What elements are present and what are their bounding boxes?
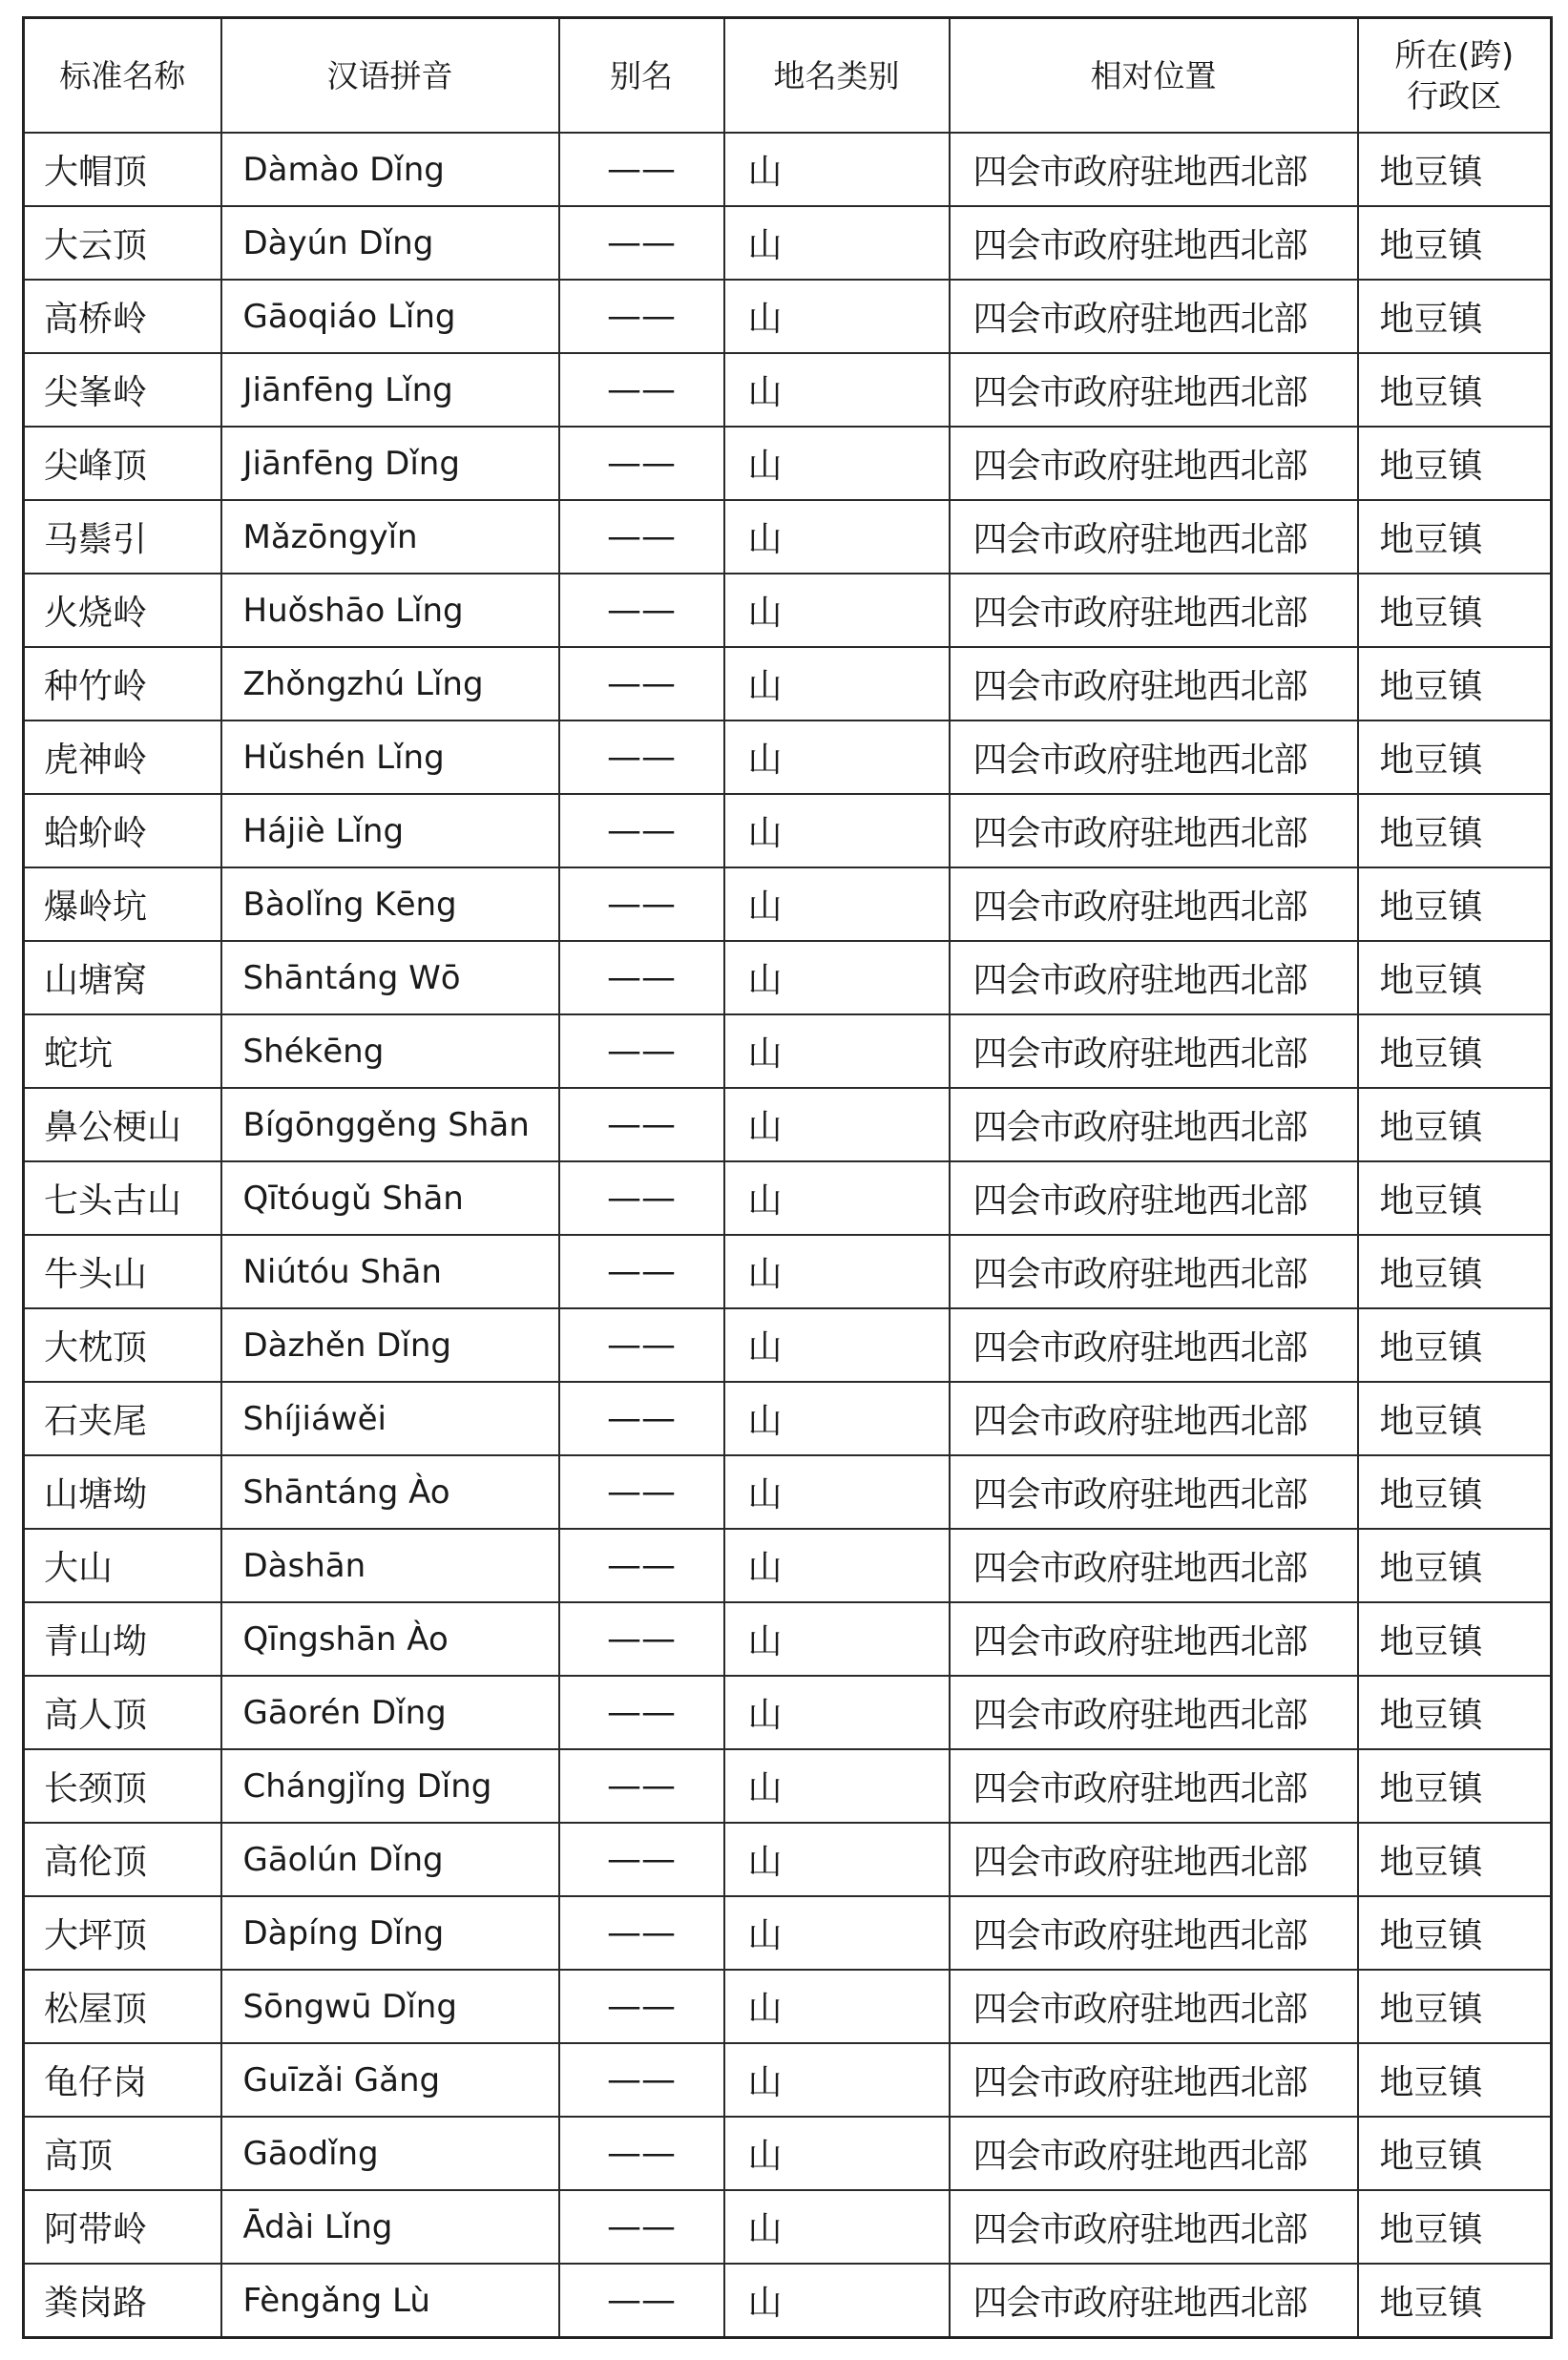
cell-category: 山 bbox=[724, 353, 950, 427]
cell-relative-position: 四会市政府驻地西北部 bbox=[950, 2117, 1358, 2190]
cell-relative-position: 四会市政府驻地西北部 bbox=[950, 206, 1358, 280]
table-row bbox=[24, 1088, 1552, 1161]
cell-standard-name: 火烧岭 bbox=[24, 574, 221, 647]
cell-pinyin: Fèngǎng Lù bbox=[221, 2264, 559, 2338]
cell-category: 山 bbox=[724, 1676, 950, 1749]
cell-relative-position: 四会市政府驻地西北部 bbox=[950, 2043, 1358, 2117]
cell-admin-region: 地豆镇 bbox=[1358, 427, 1552, 500]
cell-admin-region: 地豆镇 bbox=[1358, 1014, 1552, 1088]
cell-alias: —— bbox=[559, 1529, 724, 1602]
table-body bbox=[24, 133, 1552, 2338]
cell-relative-position: 四会市政府驻地西北部 bbox=[950, 1382, 1358, 1455]
cell-relative-position: 四会市政府驻地西北部 bbox=[950, 353, 1358, 427]
cell-standard-name: 龟仔岗 bbox=[24, 2043, 221, 2117]
table-row bbox=[24, 1161, 1552, 1235]
cell-admin-region: 地豆镇 bbox=[1358, 1970, 1552, 2043]
cell-pinyin: Zhǒngzhú Lǐng bbox=[221, 647, 559, 721]
cell-pinyin: Gāolún Dǐng bbox=[221, 1823, 559, 1896]
cell-standard-name: 粪岗路 bbox=[24, 2264, 221, 2338]
header-category: 地名类别 bbox=[724, 18, 950, 134]
cell-category: 山 bbox=[724, 1602, 950, 1676]
table-row bbox=[24, 1823, 1552, 1896]
cell-standard-name: 石夹尾 bbox=[24, 1382, 221, 1455]
cell-category: 山 bbox=[724, 133, 950, 206]
cell-alias: —— bbox=[559, 721, 724, 794]
cell-standard-name: 大坪顶 bbox=[24, 1896, 221, 1970]
cell-alias: —— bbox=[559, 427, 724, 500]
cell-pinyin: Gāorén Dǐng bbox=[221, 1676, 559, 1749]
cell-alias: —— bbox=[559, 574, 724, 647]
header-admin-region bbox=[1358, 18, 1552, 134]
cell-category: 山 bbox=[724, 867, 950, 941]
cell-category: 山 bbox=[724, 280, 950, 353]
cell-relative-position: 四会市政府驻地西北部 bbox=[950, 1896, 1358, 1970]
cell-alias: —— bbox=[559, 500, 724, 574]
cell-pinyin: Jiānfēng Dǐng bbox=[221, 427, 559, 500]
table-row bbox=[24, 1676, 1552, 1749]
cell-alias: —— bbox=[559, 1676, 724, 1749]
table-row bbox=[24, 574, 1552, 647]
table-row bbox=[24, 133, 1552, 206]
cell-alias: —— bbox=[559, 1896, 724, 1970]
cell-admin-region: 地豆镇 bbox=[1358, 1382, 1552, 1455]
cell-admin-region: 地豆镇 bbox=[1358, 1088, 1552, 1161]
cell-pinyin: Qīngshān Ào bbox=[221, 1602, 559, 1676]
cell-standard-name: 高伦顶 bbox=[24, 1823, 221, 1896]
cell-admin-region: 地豆镇 bbox=[1358, 867, 1552, 941]
cell-pinyin: Dàmào Dǐng bbox=[221, 133, 559, 206]
cell-standard-name: 大枕顶 bbox=[24, 1308, 221, 1382]
cell-category: 山 bbox=[724, 1529, 950, 1602]
cell-relative-position: 四会市政府驻地西北部 bbox=[950, 427, 1358, 500]
cell-admin-region: 地豆镇 bbox=[1358, 1529, 1552, 1602]
cell-alias: —— bbox=[559, 794, 724, 867]
cell-pinyin: Gāodǐng bbox=[221, 2117, 559, 2190]
cell-admin-region: 地豆镇 bbox=[1358, 1602, 1552, 1676]
cell-pinyin: Shékēng bbox=[221, 1014, 559, 1088]
cell-pinyin: Chángjǐng Dǐng bbox=[221, 1749, 559, 1823]
cell-standard-name: 长颈顶 bbox=[24, 1749, 221, 1823]
table-row bbox=[24, 1602, 1552, 1676]
table-row bbox=[24, 2043, 1552, 2117]
cell-pinyin: Shāntáng Wō bbox=[221, 941, 559, 1014]
cell-pinyin: Guīzǎi Gǎng bbox=[221, 2043, 559, 2117]
table-row bbox=[24, 1749, 1552, 1823]
cell-alias: —— bbox=[559, 941, 724, 1014]
cell-pinyin: Ādài Lǐng bbox=[221, 2190, 559, 2264]
cell-category: 山 bbox=[724, 794, 950, 867]
table-header bbox=[24, 18, 1552, 134]
cell-category: 山 bbox=[724, 1308, 950, 1382]
table-row bbox=[24, 1455, 1552, 1529]
table-row bbox=[24, 2264, 1552, 2338]
cell-pinyin: Mǎzōngyǐn bbox=[221, 500, 559, 574]
cell-pinyin: Dàpíng Dǐng bbox=[221, 1896, 559, 1970]
cell-admin-region: 地豆镇 bbox=[1358, 1455, 1552, 1529]
cell-admin-region: 地豆镇 bbox=[1358, 1896, 1552, 1970]
cell-category: 山 bbox=[724, 1455, 950, 1529]
table-row bbox=[24, 280, 1552, 353]
cell-pinyin: Dàyún Dǐng bbox=[221, 206, 559, 280]
cell-standard-name: 大云顶 bbox=[24, 206, 221, 280]
cell-relative-position: 四会市政府驻地西北部 bbox=[950, 867, 1358, 941]
cell-admin-region: 地豆镇 bbox=[1358, 133, 1552, 206]
table-row bbox=[24, 2190, 1552, 2264]
cell-standard-name: 山塘坳 bbox=[24, 1455, 221, 1529]
cell-category: 山 bbox=[724, 500, 950, 574]
table-row bbox=[24, 1896, 1552, 1970]
header-pinyin: 汉语拼音 bbox=[221, 18, 559, 134]
header-row bbox=[24, 18, 1552, 134]
cell-pinyin: Huǒshāo Lǐng bbox=[221, 574, 559, 647]
cell-standard-name: 尖峰顶 bbox=[24, 427, 221, 500]
cell-admin-region: 地豆镇 bbox=[1358, 1235, 1552, 1308]
cell-standard-name: 鼻公梗山 bbox=[24, 1088, 221, 1161]
cell-alias: —— bbox=[559, 2043, 724, 2117]
table-row bbox=[24, 1382, 1552, 1455]
cell-pinyin: Niútóu Shān bbox=[221, 1235, 559, 1308]
cell-admin-region: 地豆镇 bbox=[1358, 721, 1552, 794]
cell-relative-position: 四会市政府驻地西北部 bbox=[950, 500, 1358, 574]
cell-pinyin: Sōngwū Dǐng bbox=[221, 1970, 559, 2043]
cell-category: 山 bbox=[724, 1161, 950, 1235]
table-row bbox=[24, 867, 1552, 941]
cell-alias: —— bbox=[559, 2117, 724, 2190]
cell-pinyin: Hǔshén Lǐng bbox=[221, 721, 559, 794]
table-row bbox=[24, 206, 1552, 280]
cell-relative-position: 四会市政府驻地西北部 bbox=[950, 280, 1358, 353]
cell-standard-name: 种竹岭 bbox=[24, 647, 221, 721]
cell-category: 山 bbox=[724, 206, 950, 280]
cell-category: 山 bbox=[724, 1235, 950, 1308]
cell-relative-position: 四会市政府驻地西北部 bbox=[950, 574, 1358, 647]
cell-standard-name: 蛤蚧岭 bbox=[24, 794, 221, 867]
cell-standard-name: 高桥岭 bbox=[24, 280, 221, 353]
cell-alias: —— bbox=[559, 2190, 724, 2264]
cell-category: 山 bbox=[724, 1088, 950, 1161]
cell-pinyin: Dàzhěn Dǐng bbox=[221, 1308, 559, 1382]
cell-alias: —— bbox=[559, 2264, 724, 2338]
cell-pinyin: Jiānfēng Lǐng bbox=[221, 353, 559, 427]
cell-standard-name: 尖峯岭 bbox=[24, 353, 221, 427]
table-row bbox=[24, 1529, 1552, 1602]
cell-category: 山 bbox=[724, 1749, 950, 1823]
cell-relative-position: 四会市政府驻地西北部 bbox=[950, 1235, 1358, 1308]
cell-category: 山 bbox=[724, 941, 950, 1014]
table-row bbox=[24, 721, 1552, 794]
cell-admin-region: 地豆镇 bbox=[1358, 2264, 1552, 2338]
cell-alias: —— bbox=[559, 1749, 724, 1823]
cell-standard-name: 山塘窝 bbox=[24, 941, 221, 1014]
header-relative-position: 相对位置 bbox=[950, 18, 1358, 134]
cell-admin-region: 地豆镇 bbox=[1358, 1676, 1552, 1749]
cell-standard-name: 七头古山 bbox=[24, 1161, 221, 1235]
cell-category: 山 bbox=[724, 2190, 950, 2264]
table-row bbox=[24, 1014, 1552, 1088]
cell-alias: —— bbox=[559, 1602, 724, 1676]
cell-relative-position: 四会市政府驻地西北部 bbox=[950, 721, 1358, 794]
cell-relative-position: 四会市政府驻地西北部 bbox=[950, 1970, 1358, 2043]
cell-standard-name: 青山坳 bbox=[24, 1602, 221, 1676]
cell-relative-position: 四会市政府驻地西北部 bbox=[950, 1014, 1358, 1088]
header-admin-line1: 所在(跨) bbox=[1394, 36, 1515, 73]
cell-standard-name: 爆岭坑 bbox=[24, 867, 221, 941]
cell-admin-region: 地豆镇 bbox=[1358, 2043, 1552, 2117]
cell-alias: —— bbox=[559, 867, 724, 941]
cell-relative-position: 四会市政府驻地西北部 bbox=[950, 794, 1358, 867]
cell-pinyin: Bígōnggěng Shān bbox=[221, 1088, 559, 1161]
cell-alias: —— bbox=[559, 206, 724, 280]
cell-relative-position: 四会市政府驻地西北部 bbox=[950, 1676, 1358, 1749]
cell-category: 山 bbox=[724, 1382, 950, 1455]
cell-category: 山 bbox=[724, 2264, 950, 2338]
cell-category: 山 bbox=[724, 647, 950, 721]
cell-pinyin: Gāoqiáo Lǐng bbox=[221, 280, 559, 353]
cell-standard-name: 虎神岭 bbox=[24, 721, 221, 794]
cell-pinyin: Dàshān bbox=[221, 1529, 559, 1602]
cell-pinyin: Qītóugǔ Shān bbox=[221, 1161, 559, 1235]
cell-alias: —— bbox=[559, 1823, 724, 1896]
cell-admin-region: 地豆镇 bbox=[1358, 647, 1552, 721]
cell-relative-position: 四会市政府驻地西北部 bbox=[950, 1308, 1358, 1382]
cell-category: 山 bbox=[724, 2117, 950, 2190]
cell-admin-region: 地豆镇 bbox=[1358, 206, 1552, 280]
cell-admin-region: 地豆镇 bbox=[1358, 500, 1552, 574]
cell-category: 山 bbox=[724, 2043, 950, 2117]
cell-pinyin: Shíjiáwěi bbox=[221, 1382, 559, 1455]
cell-admin-region: 地豆镇 bbox=[1358, 1161, 1552, 1235]
cell-admin-region: 地豆镇 bbox=[1358, 1823, 1552, 1896]
cell-category: 山 bbox=[724, 1896, 950, 1970]
header-admin-line2: 行政区 bbox=[1407, 77, 1502, 115]
cell-relative-position: 四会市政府驻地西北部 bbox=[950, 1749, 1358, 1823]
table-row bbox=[24, 427, 1552, 500]
cell-alias: —— bbox=[559, 1382, 724, 1455]
cell-pinyin: Bàolǐng Kēng bbox=[221, 867, 559, 941]
cell-standard-name: 大山 bbox=[24, 1529, 221, 1602]
cell-category: 山 bbox=[724, 1970, 950, 2043]
cell-relative-position: 四会市政府驻地西北部 bbox=[950, 1161, 1358, 1235]
cell-relative-position: 四会市政府驻地西北部 bbox=[950, 647, 1358, 721]
cell-standard-name: 马鬃引 bbox=[24, 500, 221, 574]
cell-alias: —— bbox=[559, 280, 724, 353]
cell-admin-region: 地豆镇 bbox=[1358, 1308, 1552, 1382]
cell-pinyin: Shāntáng Ào bbox=[221, 1455, 559, 1529]
cell-admin-region: 地豆镇 bbox=[1358, 2117, 1552, 2190]
cell-relative-position: 四会市政府驻地西北部 bbox=[950, 2264, 1358, 2338]
cell-admin-region: 地豆镇 bbox=[1358, 941, 1552, 1014]
cell-alias: —— bbox=[559, 1014, 724, 1088]
cell-category: 山 bbox=[724, 427, 950, 500]
cell-admin-region: 地豆镇 bbox=[1358, 353, 1552, 427]
cell-standard-name: 阿带岭 bbox=[24, 2190, 221, 2264]
cell-admin-region: 地豆镇 bbox=[1358, 794, 1552, 867]
cell-alias: —— bbox=[559, 1308, 724, 1382]
cell-standard-name: 松屋顶 bbox=[24, 1970, 221, 2043]
table-row bbox=[24, 2117, 1552, 2190]
table-row bbox=[24, 1970, 1552, 2043]
header-standard-name: 标准名称 bbox=[24, 18, 221, 134]
cell-category: 山 bbox=[724, 574, 950, 647]
cell-alias: —— bbox=[559, 133, 724, 206]
cell-relative-position: 四会市政府驻地西北部 bbox=[950, 1602, 1358, 1676]
cell-alias: —— bbox=[559, 647, 724, 721]
cell-alias: —— bbox=[559, 1970, 724, 2043]
table-row bbox=[24, 500, 1552, 574]
table-row bbox=[24, 794, 1552, 867]
cell-pinyin: Hájiè Lǐng bbox=[221, 794, 559, 867]
cell-relative-position: 四会市政府驻地西北部 bbox=[950, 1823, 1358, 1896]
cell-alias: —— bbox=[559, 1161, 724, 1235]
cell-standard-name: 牛头山 bbox=[24, 1235, 221, 1308]
cell-category: 山 bbox=[724, 721, 950, 794]
table-row bbox=[24, 647, 1552, 721]
place-name-table bbox=[22, 16, 1553, 2339]
cell-alias: —— bbox=[559, 353, 724, 427]
table-row bbox=[24, 1235, 1552, 1308]
table-row bbox=[24, 1308, 1552, 1382]
header-alias: 别名 bbox=[559, 18, 724, 134]
cell-admin-region: 地豆镇 bbox=[1358, 1749, 1552, 1823]
cell-admin-region: 地豆镇 bbox=[1358, 574, 1552, 647]
table-row bbox=[24, 353, 1552, 427]
cell-relative-position: 四会市政府驻地西北部 bbox=[950, 1529, 1358, 1602]
cell-alias: —— bbox=[559, 1455, 724, 1529]
cell-alias: —— bbox=[559, 1088, 724, 1161]
cell-relative-position: 四会市政府驻地西北部 bbox=[950, 2190, 1358, 2264]
cell-admin-region: 地豆镇 bbox=[1358, 280, 1552, 353]
cell-standard-name: 高顶 bbox=[24, 2117, 221, 2190]
cell-admin-region: 地豆镇 bbox=[1358, 2190, 1552, 2264]
cell-standard-name: 高人顶 bbox=[24, 1676, 221, 1749]
cell-relative-position: 四会市政府驻地西北部 bbox=[950, 1088, 1358, 1161]
table-row bbox=[24, 941, 1552, 1014]
cell-category: 山 bbox=[724, 1014, 950, 1088]
cell-relative-position: 四会市政府驻地西北部 bbox=[950, 1455, 1358, 1529]
cell-standard-name: 大帽顶 bbox=[24, 133, 221, 206]
cell-standard-name: 蛇坑 bbox=[24, 1014, 221, 1088]
cell-relative-position: 四会市政府驻地西北部 bbox=[950, 941, 1358, 1014]
cell-alias: —— bbox=[559, 1235, 724, 1308]
cell-relative-position: 四会市政府驻地西北部 bbox=[950, 133, 1358, 206]
cell-category: 山 bbox=[724, 1823, 950, 1896]
